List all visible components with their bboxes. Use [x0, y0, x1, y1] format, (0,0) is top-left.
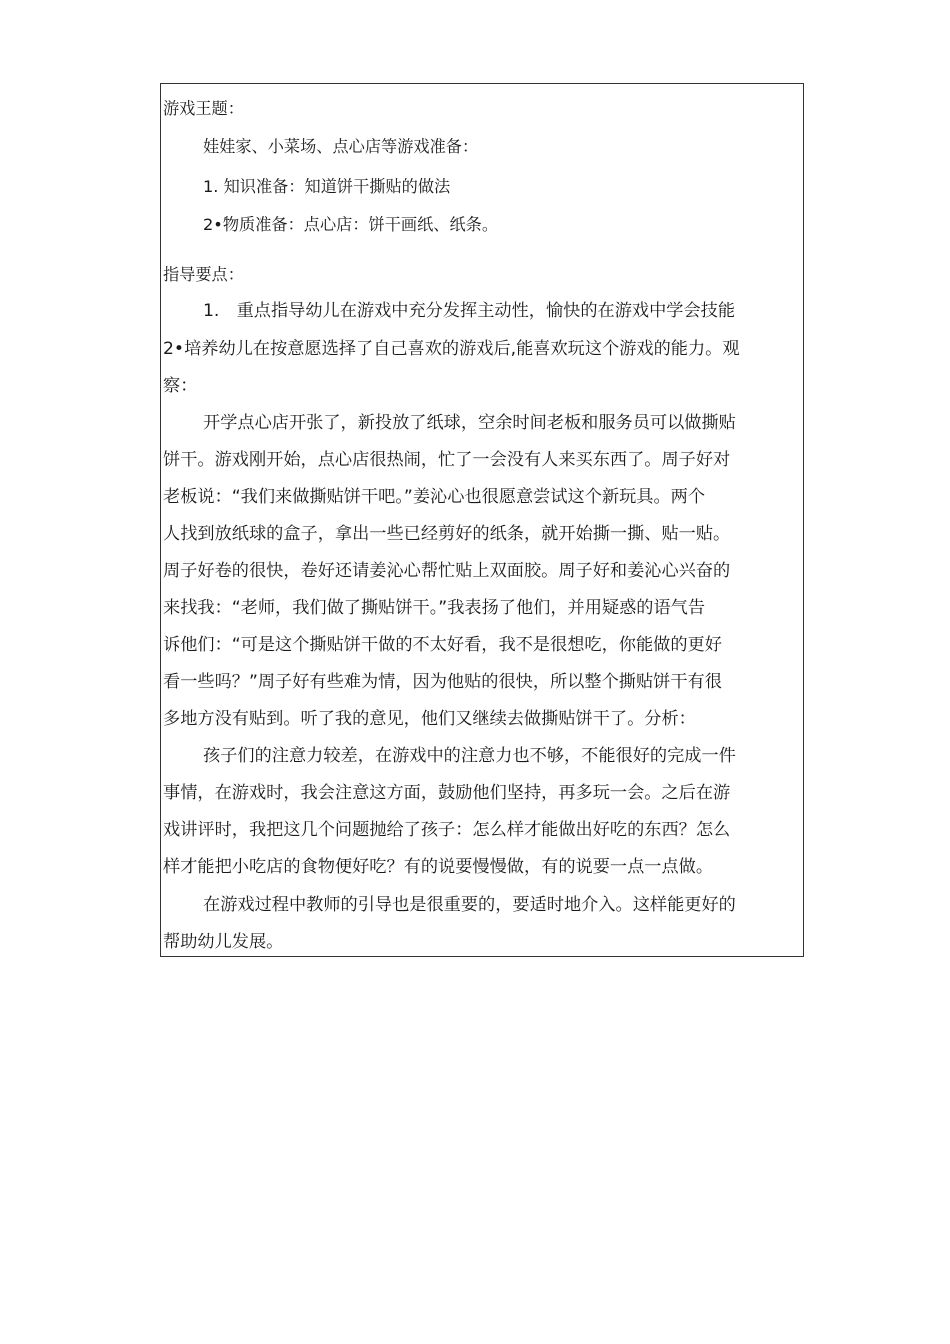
observation-line: 人找到放纸球的盒子，拿出一些已经剪好的纸条，就开始撕一撕、贴一贴。 [163, 524, 731, 544]
observation-line: 诉他们：“可是这个撕贴饼干做的不太好看，我不是很想吃，你能做的更好 [163, 635, 722, 655]
conclusion-line: 在游戏过程中教师的引导也是很重要的，要适时地介入。这样能更好的 [203, 895, 736, 915]
observation-line: 开学点心店开张了，新投放了纸球，空余时间老板和服务员可以做撕贴 [203, 413, 736, 433]
content-box [160, 83, 804, 957]
analysis-line: 孩子们的注意力较差，在游戏中的注意力也不够，不能很好的完成一件 [203, 746, 736, 766]
prep-item-materials: 2•物质准备：点心店：饼干画纸、纸条。 [203, 215, 499, 234]
observation-line: 周子好卷的很快，卷好还请姜沁心帮忙贴上双面胶。周子好和姜沁心兴奋的 [163, 561, 731, 581]
prep-item-knowledge: 1. 知识准备：知道饼干撕贴的做法 [203, 177, 451, 196]
guidance-heading: 指导要点： [163, 265, 244, 284]
analysis-line: 戏讲评时，我把这几个问题抛给了孩子：怎么样才能做出好吃的东西？怎么 [163, 820, 731, 840]
guidance-line: 察： [163, 376, 198, 396]
conclusion-line: 帮助幼儿发展。 [163, 932, 284, 952]
observation-line: 多地方没有贴到。听了我的意见，他们又继续去做撕贴饼干了。分析： [163, 709, 696, 729]
observation-line: 老板说：“我们来做撕贴饼干吧。”姜沁心也很愿意尝试这个新玩具。两个 [163, 487, 706, 507]
observation-line: 看一些吗？”周子好有些难为情，因为他贴的很快，所以整个撕贴饼干有很 [163, 672, 722, 692]
theme-heading: 游戏王题： [163, 99, 244, 118]
analysis-line: 事情，在游戏时，我会注意这方面，鼓励他们坚持，再多玩一会。之后在游 [163, 783, 731, 803]
guidance-line: 2•培养幼儿在按意愿选择了自己喜欢的游戏后,能喜欢玩这个游戏的能力。观 [163, 339, 740, 359]
guidance-line: 1. 重点指导幼儿在游戏中充分发挥主动性，愉快的在游戏中学会技能 [203, 301, 736, 321]
analysis-line: 样才能把小吃店的食物便好吃？有的说要慢慢做，有的说要一点一点做。 [163, 857, 714, 877]
theme-intro: 娃娃家、小菜场、点心店等游戏准备： [203, 137, 479, 156]
observation-line: 饼干。游戏刚开始，点心店很热闹，忙了一会没有人来买东西了。周子好对 [163, 450, 731, 470]
observation-line: 来找我：“老师，我们做了撕贴饼干。”我表扬了他们，并用疑惑的语气告 [163, 598, 706, 618]
